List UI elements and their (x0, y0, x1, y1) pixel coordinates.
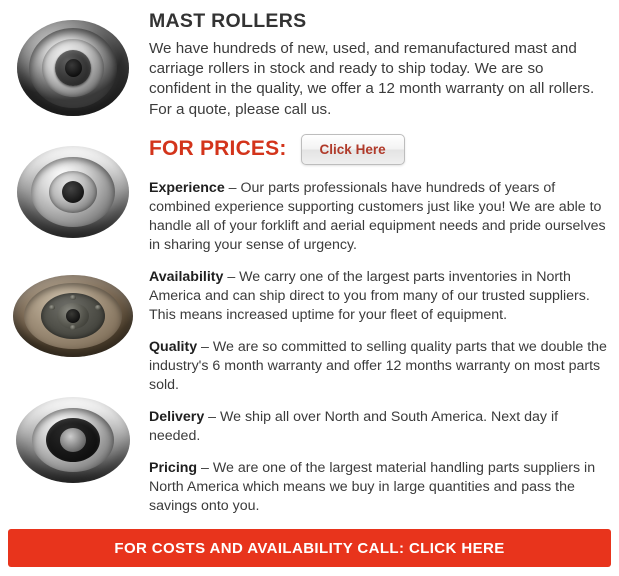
feature-delivery (149, 408, 607, 446)
gallery-slot-4 (0, 378, 145, 502)
roller-image-gallery (0, 0, 145, 529)
feature-text: We ship all over North and South America. Next day if needed. (149, 409, 559, 445)
roller-bore (60, 428, 86, 452)
feature-text: We carry one of the largest parts inventories in North America and can ship direct to you from many of our trusted suppliers. This means increased uptime for your fleet of equipment. (149, 269, 590, 324)
roller-bolt (95, 305, 101, 310)
footer-call-to-action-bar[interactable]: FOR COSTS AND AVAILABILITY CALL: CLICK HERE (8, 529, 611, 567)
bronze-sheave-carriage-roller-image (13, 275, 133, 357)
roller-bolt (70, 325, 76, 330)
roller-bolt (49, 305, 55, 310)
chrome-flanged-bearing-roller-image (17, 146, 129, 238)
feature-heading: Pricing (149, 460, 198, 477)
feature-pricing (149, 459, 607, 516)
feature-separator: – (197, 460, 213, 477)
page-title: MAST ROLLERS (149, 10, 307, 32)
roller-bolt (70, 295, 76, 300)
roller-bore (65, 59, 82, 77)
roller-bore (62, 181, 84, 203)
feature-separator: – (224, 179, 241, 196)
for-prices-label: FOR PRICES: (149, 137, 287, 161)
article-column (145, 0, 619, 529)
feature-text: We are one of the largest material handling parts suppliers in North America which means we buy in large quantities and pass the savings onto you. (149, 460, 596, 515)
feature-separator: – (197, 339, 213, 356)
feature-heading: Experience (149, 179, 225, 196)
feature-heading: Availability (149, 269, 224, 285)
roller-bore (66, 309, 80, 323)
for-prices-row (149, 134, 607, 165)
gallery-slot-3 (0, 254, 145, 378)
intro-paragraph: We have hundreds of new, used, and remanufactured mast and carriage rollers in stock and ready to ship today. We are so confident in the quality, we offer a 12 month warranty on all rollers. For a quote, please call us. (149, 40, 595, 118)
gallery-slot-1 (0, 6, 145, 130)
flanged-v-groove-mast-roller-image (17, 20, 129, 116)
click-here-button[interactable]: Click Here (301, 134, 405, 165)
feature-text: Our parts professionals have hundreds of years of combined experience supporting customers just like you! We are able to handle all of your forklift and aerial equipment needs and pride ourselves in sharing your sense of urgency. (149, 179, 606, 253)
feature-text: We are so committed to selling quality parts that we double the industry's 6 month warranty and offer 12 months warranty on most parts sold. (149, 339, 607, 394)
feature-experience (149, 179, 607, 255)
gallery-slot-2 (0, 130, 145, 254)
feature-quality (149, 338, 607, 395)
feature-separator: – (204, 409, 220, 426)
feature-heading: Delivery (149, 409, 205, 426)
feature-heading: Quality (149, 339, 198, 356)
chrome-black-bore-mast-roller-image (16, 397, 130, 483)
feature-separator: – (223, 269, 240, 285)
feature-availability (149, 268, 607, 325)
